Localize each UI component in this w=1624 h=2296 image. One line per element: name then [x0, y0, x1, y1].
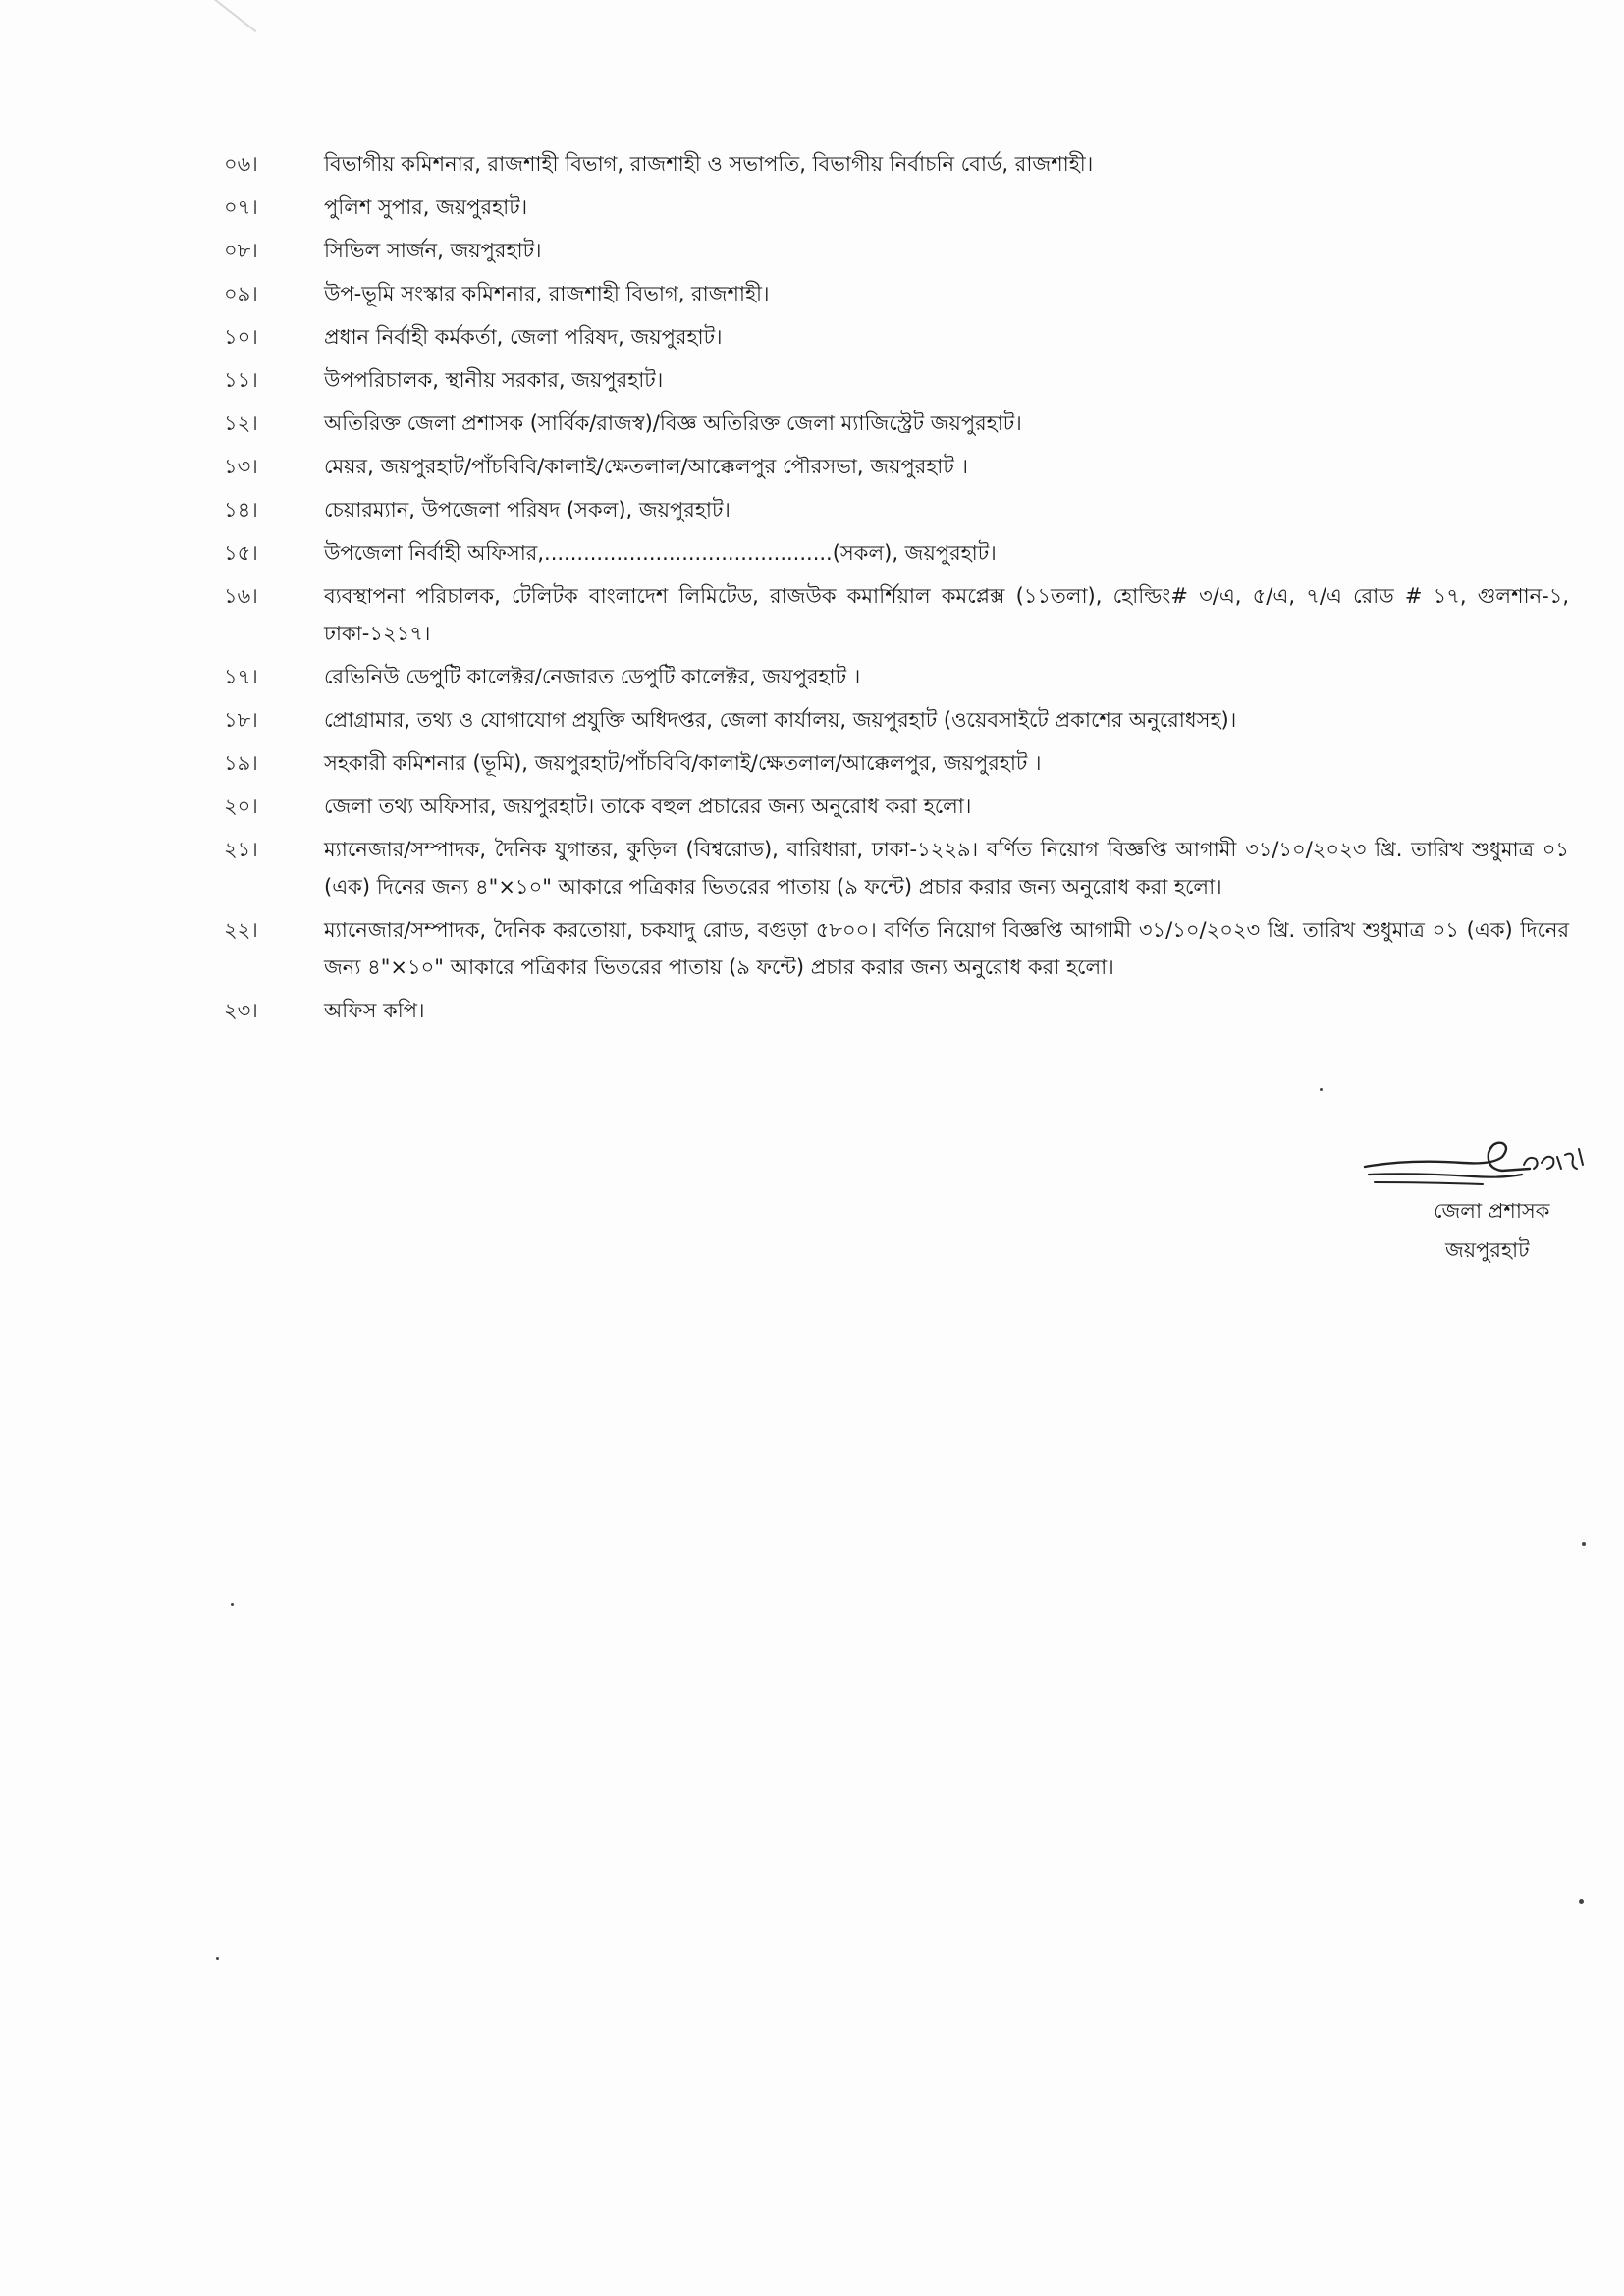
item-number: ১৩।	[224, 455, 258, 478]
item-text: মেয়র, জয়পুরহাট/পাঁচবিবি/কালাই/ক্ষেতলাল/আক্কেলপুর পৌরসভা, জয়পুরহাট ।	[324, 455, 968, 478]
list-item	[224, 405, 1569, 442]
item-text: অফিস কপি।	[324, 999, 425, 1022]
item-text: ম্যানেজার/সম্পাদক, দৈনিক যুগান্তর, কুড়িল (বিশ্বরোড), বারিধারা, ঢাকা-১২২৯। বর্ণিত নিয়োগ বিজ্ঞপ্তি আগামী ৩১/১০/২০২৩ খ্রি. তারিখ শুধুমাত্র ০১ (এক) দিনের জন্য ৪"×১০" আকারে পত্রিকার ভিতরের পাতায় (৯ ফন্টে) প্রচার করার জন্য অনুরোধ করা হলো।	[324, 838, 1569, 899]
list-item	[224, 448, 1569, 485]
scan-speck	[1579, 1899, 1584, 1904]
item-number: ১২।	[224, 411, 258, 435]
distribution-list	[224, 145, 1569, 1035]
page-fold-mark	[201, 0, 256, 32]
list-item	[224, 658, 1569, 695]
list-item	[224, 145, 1569, 183]
item-number: ১৫।	[224, 541, 258, 565]
signature-block	[1355, 1129, 1591, 1306]
item-text: রেভিনিউ ডেপুটি কালেক্টর/নেজারত ডেপুটি কালেক্টর, জয়পুরহাট ।	[324, 665, 861, 688]
signatory-title: জেলা প্রশাসক	[1434, 1199, 1550, 1223]
item-text: পুলিশ সুপার, জয়পুরহাট।	[324, 195, 528, 219]
item-number: ১৬।	[224, 584, 258, 608]
item-number: ২২।	[224, 918, 258, 942]
list-item	[224, 189, 1569, 226]
item-text: প্রোগ্রামার, তথ্য ও যোগাযোগ প্রযুক্তি অধিদপ্তর, জেলা কার্যালয়, জয়পুরহাট (ওয়েবসাইটে প্রকাশের অনুরোধসহ)।	[324, 708, 1237, 732]
item-number: ১১।	[224, 368, 258, 392]
list-item	[224, 318, 1569, 355]
item-text: চেয়ারম্যান, উপজেলা পরিষদ (সকল), জয়পুরহাট।	[324, 498, 731, 521]
signatory-place: জয়পুরহাট	[1445, 1238, 1530, 1262]
list-item	[224, 831, 1569, 905]
list-item	[224, 788, 1569, 825]
item-number: ২১।	[224, 838, 258, 861]
list-item	[224, 275, 1569, 312]
item-number: ১০।	[224, 325, 258, 349]
list-item	[224, 744, 1569, 782]
item-number: ০৯।	[224, 282, 258, 305]
item-text: সহকারী কমিশনার (ভূমি), জয়পুরহাট/পাঁচবিবি/কালাই/ক্ষেতলাল/আক্কেলপুর, জয়পুরহাট ।	[324, 751, 1042, 775]
list-item	[224, 992, 1569, 1029]
list-item	[224, 911, 1569, 986]
list-item	[224, 534, 1569, 572]
item-text: সিভিল সার্জন, জয়পুরহাট।	[324, 239, 542, 262]
item-text: ব্যবস্থাপনা পরিচালক, টেলিটক বাংলাদেশ লিমিটেড, রাজউক কমার্শিয়াল কমপ্লেক্স (১১তলা), হোল্ডিং# ৩/এ, ৫/এ, ৭/এ রোড # ১৭, গুলশান-১, ঢাকা-১২১৭।	[324, 584, 1569, 645]
scan-speck	[216, 1957, 219, 1960]
item-text: ম্যানেজার/সম্পাদক, দৈনিক করতোয়া, চকযাদু রোড, বগুড়া ৫৮০০। বর্ণিত নিয়োগ বিজ্ঞপ্তি আগামী ৩১/১০/২০২৩ খ্রি. তারিখ শুধুমাত্র ০১ (এক) দিনের জন্য ৪"×১০" আকারে পত্রিকার ভিতরের পাতায় (৯ ফন্টে) প্রচার করার জন্য অনুরোধ করা হলো।	[324, 918, 1569, 979]
item-number: ০৭।	[224, 195, 258, 219]
list-item	[224, 232, 1569, 269]
item-text: বিভাগীয় কমিশনার, রাজশাহী বিভাগ, রাজশাহী ও সভাপতি, বিভাগীয় নির্বাচনি বোর্ড, রাজশাহী।	[324, 152, 1094, 176]
item-number: ১৮।	[224, 708, 258, 732]
item-text: উপ-ভূমি সংস্কার কমিশনার, রাজশাহী বিভাগ, রাজশাহী।	[324, 282, 770, 305]
scan-speck	[1320, 1088, 1323, 1091]
item-number: ০৬।	[224, 152, 258, 176]
scan-speck	[231, 1603, 234, 1606]
scan-speck	[1582, 1542, 1586, 1546]
list-item	[224, 701, 1569, 738]
item-number: ০৮।	[224, 239, 258, 262]
item-text: অতিরিক্ত জেলা প্রশাসক (সার্বিক/রাজস্ব)/বিজ্ঞ অতিরিক্ত জেলা ম্যাজিস্ট্রেট জয়পুরহাট।	[324, 411, 1022, 435]
item-number: ২০।	[224, 794, 258, 818]
list-item	[224, 361, 1569, 399]
item-text: উপপরিচালক, স্থানীয় সরকার, জয়পুরহাট।	[324, 368, 664, 392]
item-number: ১৪।	[224, 498, 258, 521]
item-number: ১৭।	[224, 665, 258, 688]
item-text: জেলা তথ্য অফিসার, জয়পুরহাট। তাকে বহুল প্রচারের জন্য অনুরোধ করা হলো।	[324, 794, 972, 818]
list-item	[224, 491, 1569, 528]
item-text: প্রধান নির্বাহী কর্মকর্তা, জেলা পরিষদ, জয়পুরহাট।	[324, 325, 723, 349]
item-number: ২৩।	[224, 999, 258, 1022]
item-number: ১৯।	[224, 751, 258, 775]
list-item	[224, 577, 1569, 652]
item-text: উপজেলা নির্বাহী অফিসার,............................................(সকল), জয়পুরহাট।	[324, 541, 997, 565]
